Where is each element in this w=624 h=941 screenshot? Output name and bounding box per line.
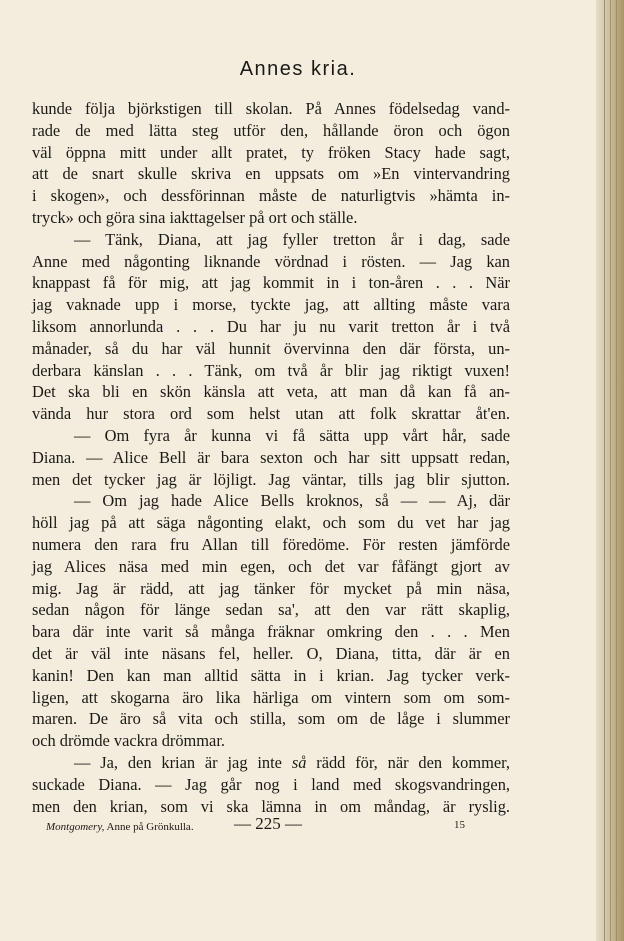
text-line: kanin! Den kan man alltid sätta in i krian. Jag tycker verk- (32, 665, 510, 685)
text-line: liksom annorlunda . . . Du har ju nu varit tretton år i två (32, 316, 510, 336)
text-line: Det ska bli en skön känsla att veta, att man då kan få an- (32, 382, 510, 402)
text-line: i skogen», och dessförinnan måste de naturligtvis »hämta in- (32, 186, 510, 206)
text-line: vända hur stora ord som helst utan att folk skrattar åt'en. (32, 404, 510, 424)
page-edge-line (616, 0, 617, 941)
text-line: och drömde vackra drömmar. (32, 731, 225, 751)
text-line: bara där inte varit så många fräknar omkring den . . . Men (32, 622, 510, 642)
text-line: det är väl inte näsans fel, heller. O, Diana, titta, där är en (32, 643, 510, 663)
text-line: — Om fyra år kunna vi få sätta upp vårt hår, sade (74, 425, 510, 445)
text-line: tryck» och göra sina iakttagelser på ort och ställe. (32, 207, 358, 227)
text-span: — Ja, den krian är jag inte (74, 752, 292, 772)
text-line: höll jag på att säga någonting elakt, och som du vet har jag (32, 513, 510, 533)
text-line: men det tycker jag är löjligt. Jag väntar, tills jag blir sjutton. (32, 469, 510, 489)
text-line: maren. De äro så vita och stilla, som om de låge i slummer (32, 709, 510, 729)
text-line: — Om jag hade Alice Bells kroknos, så — — Aj, där (74, 491, 510, 511)
page-number: — 225 — (234, 814, 302, 833)
source-citation (46, 821, 194, 833)
text-span: rädd för, när den kommer, (306, 752, 510, 772)
text-line: att de snart skulle skriva en uppsats om »En vintervandring (32, 164, 510, 184)
text-line: rade de med lätta steg utför den, hållande öron och ögon (32, 120, 510, 140)
page-edge (596, 0, 624, 941)
text-line: Anne med någonting liknande vördnad i rösten. — Jag kan (32, 251, 510, 271)
text-line: sedan någon för länge sedan sa', att den var rätt skaplig, (32, 600, 510, 620)
text-line: — Tänk, Diana, att jag fyller tretton år i dag, sade (74, 229, 510, 249)
page-edge-line (610, 0, 611, 941)
text-line: numera den rara fru Allan till föredöme. För resten jämförde (32, 534, 510, 554)
text-line: jag vaknade upp i morse, tyckte jag, att allting måste vara (32, 295, 510, 315)
text-line: knappast få för mig, att jag kommit in i ton-åren . . . När (32, 273, 510, 293)
text-line: väl öppna mitt under allt pratet, ty fröken Stacy hade sagt, (32, 142, 510, 162)
signature-mark: 15 (454, 819, 465, 831)
page-footer (46, 814, 486, 838)
author-name: Montgomery, (46, 821, 105, 833)
emphasis: så (291, 752, 307, 772)
text-line: men den krian, som vi ska lämna in om måndag, är ryslig. (32, 796, 510, 816)
book-title: Anne på Grönkulla. (104, 821, 194, 833)
body-text (32, 98, 510, 817)
text-line: derbara känslan . . . Tänk, om två år blir jag riktigt vuxen! (32, 360, 510, 380)
text-line: mig. Jag är rädd, att jag tänker för mycket på min näsa, (32, 578, 510, 598)
page-title: Annes kria. (239, 58, 357, 80)
text-line (32, 752, 510, 774)
text-line: ligen, att skogarna äro lika härliga om vintern som om som- (32, 687, 510, 707)
text-line: Diana. — Alice Bell är bara sexton och har sitt uppsatt redan, (32, 447, 510, 467)
text-line: jag Alices näsa med min egen, och det var fåfängt gjort av (32, 556, 510, 576)
page-edge-line (604, 0, 605, 941)
text-line: kunde följa björkstigen till skolan. På Annes födelsedag vand- (32, 99, 510, 118)
text-line: suckade Diana. — Jag går nog i land med skogsvandringen, (32, 774, 510, 794)
text-line: månader, så du har väl hunnit övervinna den där första, un- (32, 338, 510, 358)
